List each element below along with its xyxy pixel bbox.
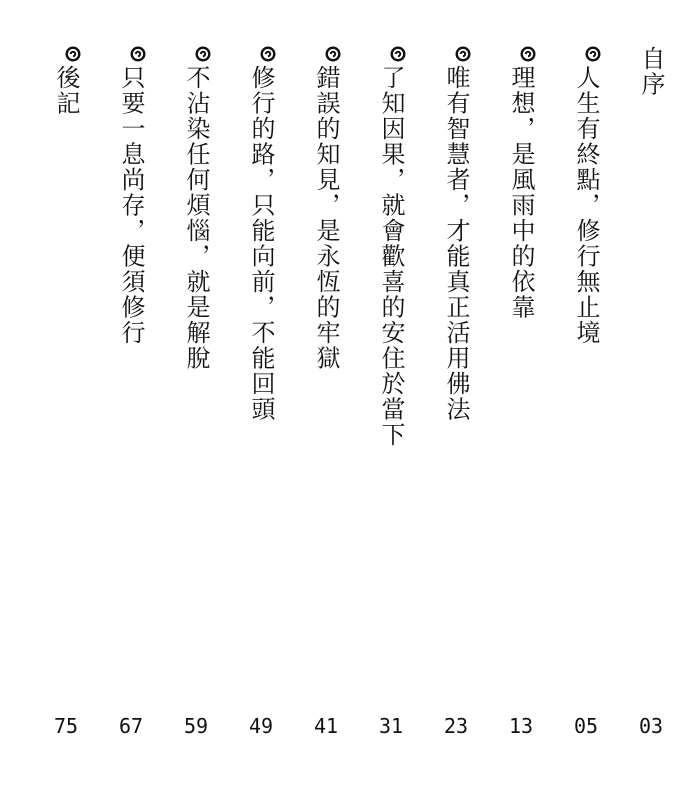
spiral-circle-icon (260, 46, 276, 62)
toc-entry-title (179, 46, 213, 371)
spiral-circle-icon (325, 46, 341, 62)
spiral-circle-icon (195, 46, 211, 62)
toc-entry-title (309, 46, 343, 371)
toc-entry-title (244, 46, 278, 422)
toc-entry-title (634, 46, 668, 97)
toc-entry-title-text: 自序 (637, 46, 665, 97)
toc-entry-page-number: 67 (118, 714, 144, 738)
toc-entry-title-text: 了知因果，就會歡喜的安住於當下 (377, 65, 405, 448)
spiral-circle-icon (585, 46, 601, 62)
toc-entry-title-text: 唯有智慧者，才能真正活用佛法 (442, 65, 470, 422)
toc-entry-title-text: 後記 (52, 65, 80, 116)
spiral-circle-icon (65, 46, 81, 62)
toc-entry-title (374, 46, 408, 448)
toc-entry-page-number: 75 (53, 714, 79, 738)
toc-entry-title-text: 修行的路，只能向前，不能回頭 (247, 65, 275, 422)
spiral-circle-icon (130, 46, 146, 62)
toc-entry-page-number: 03 (638, 714, 664, 738)
toc-entry-page-number: 05 (573, 714, 599, 738)
spiral-circle-icon (455, 46, 471, 62)
toc-entry-title (569, 46, 603, 346)
toc-entry-page-number: 13 (508, 714, 534, 738)
toc-entry-page-number: 59 (183, 714, 209, 738)
toc-entry-title (439, 46, 473, 422)
toc-entry-page-number: 23 (443, 714, 469, 738)
toc-entry-title-text: 只要一息尚存，便須修行 (117, 65, 145, 346)
toc-entry-title-text: 不沾染任何煩惱，就是解脫 (182, 65, 210, 371)
spiral-circle-icon (520, 46, 536, 62)
spiral-circle-icon (390, 46, 406, 62)
toc-entry-page-number: 49 (248, 714, 274, 738)
toc-entry-page-number: 41 (313, 714, 339, 738)
toc-entry-title-text: 理想，是風雨中的依靠 (507, 65, 535, 320)
toc-entry-page-number: 31 (378, 714, 404, 738)
toc-entry-title-text: 人生有終點，修行無止境 (572, 65, 600, 346)
toc-entry-title (49, 46, 83, 116)
toc-entry-title-text: 錯誤的知見，是永恆的牢獄 (312, 65, 340, 371)
toc-entry-title (504, 46, 538, 320)
toc-entry-title (114, 46, 148, 346)
